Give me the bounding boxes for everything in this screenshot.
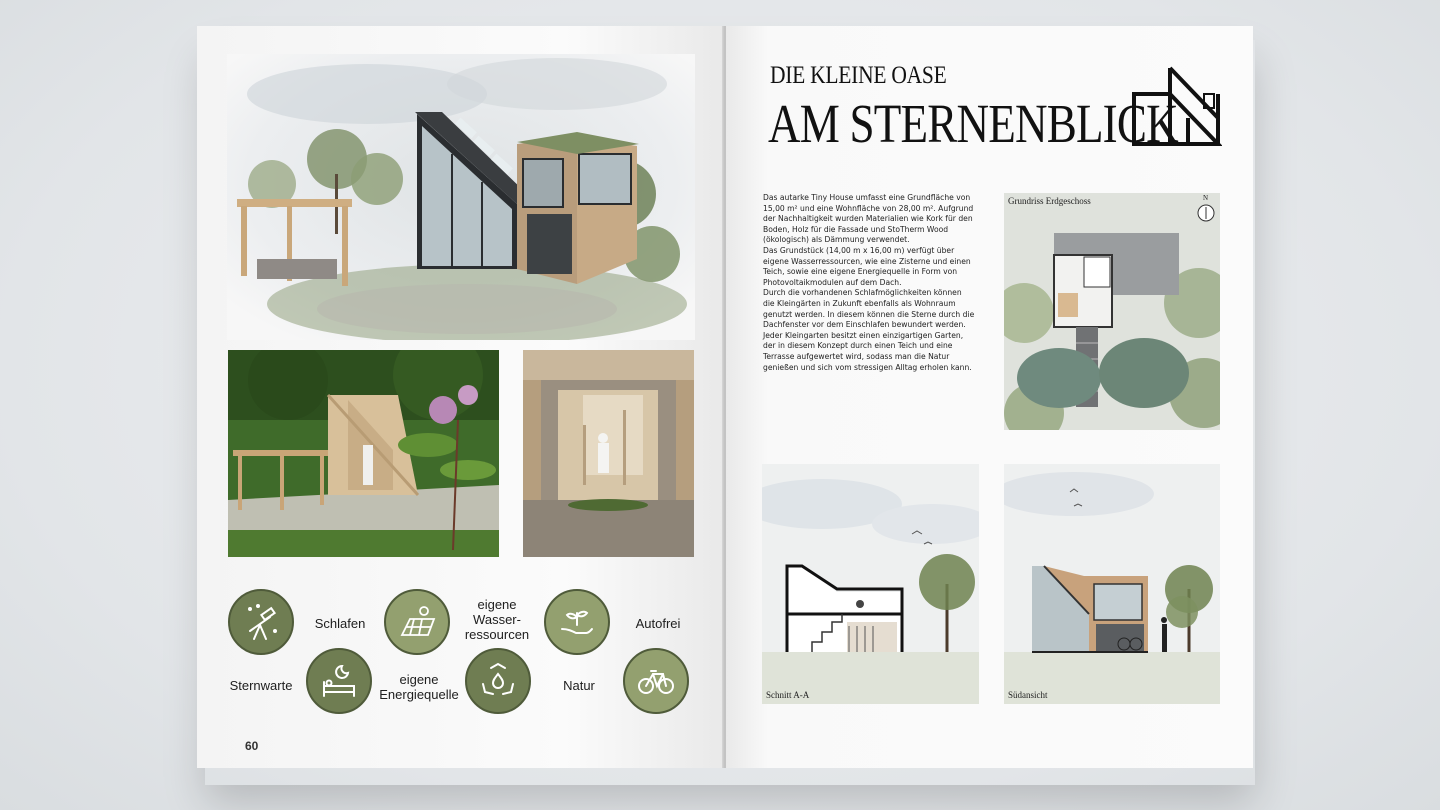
caption-floor-plan: Grundriss Erdgeschoss	[1008, 196, 1091, 206]
section-drawing	[762, 464, 979, 704]
left-page	[197, 26, 724, 768]
project-description	[763, 193, 975, 373]
model-photo-garden	[228, 350, 499, 557]
description-paragraph-4: Jeder Kleingarten besitzt einen einzigartigen Garten, der in diesem Konzept durch einen Teich und eine Terrasse aufgewertet wird, sodass man die Natur genießen und sich vom stressigen Alltag erholen kann.	[763, 330, 972, 372]
plant-hand-icon	[544, 589, 610, 655]
label-energiequelle-line1: eigene	[399, 672, 439, 687]
label-wasser-line2: Wasser-	[473, 612, 521, 627]
bicycle-icon	[623, 648, 689, 714]
label-autofrei: Autofrei	[635, 616, 681, 631]
label-sternwarte: Sternwarte	[229, 678, 293, 693]
title-line-1: DIE KLEINE OASE	[770, 62, 947, 89]
label-schlafen: Schlafen	[314, 616, 366, 631]
solar-panel-icon	[384, 589, 450, 655]
description-paragraph-1: Das autarke Tiny House umfasst eine Grundfläche von 15,00 m² und eine Wohnfläche von 28,00 m². Aufgrund der Nachhaltigkeit wurden Materialien wie Kork für den Boden, Holz für die Fassade und StoTherm Wood (ökologisch) als Dämmung verwendet.	[763, 193, 974, 245]
label-wasserressourcen	[452, 597, 542, 642]
right-page	[726, 26, 1253, 768]
sleep-icon	[306, 648, 372, 714]
telescope-icon	[228, 589, 294, 655]
caption-section: Schnitt A-A	[766, 690, 810, 700]
floor-plan-image	[1004, 193, 1220, 430]
page-number: 60	[245, 739, 259, 753]
description-paragraph-2: Das Grundstück (14,00 m x 16,00 m) verfügt über eigene Wasserressourcen, wie eine Zisterne und einen Teich, sowie eine eigene Energiequelle in Form von Photovoltaikmodulen auf dem Dach.	[763, 245, 971, 287]
water-recycle-icon	[465, 648, 531, 714]
label-wasser-line1: eigene	[477, 597, 517, 612]
label-energiequelle	[374, 672, 464, 702]
description-paragraph-3: Durch die vorhandenen Schlafmöglichkeiten können die Kleingärten in Zukunft ebenfalls als Wohnraum genutzt werden. In diesem können die Sterne durch die Dachfenster vor dem Einschlafen bewundert werden.	[763, 288, 975, 330]
title-line-2: AM STERNENBLICK	[768, 93, 1178, 154]
north-arrow-label: N	[1203, 194, 1209, 202]
architect-logo	[1130, 64, 1222, 148]
hero-rendering	[227, 54, 695, 340]
south-elevation-drawing	[1004, 464, 1220, 704]
caption-south-elevation: Südansicht	[1008, 690, 1048, 700]
label-natur: Natur	[563, 678, 595, 693]
label-wasser-line3: ressourcen	[464, 627, 530, 642]
model-photo-interior	[523, 350, 694, 557]
label-energiequelle-line2: Energiequelle	[379, 687, 459, 702]
